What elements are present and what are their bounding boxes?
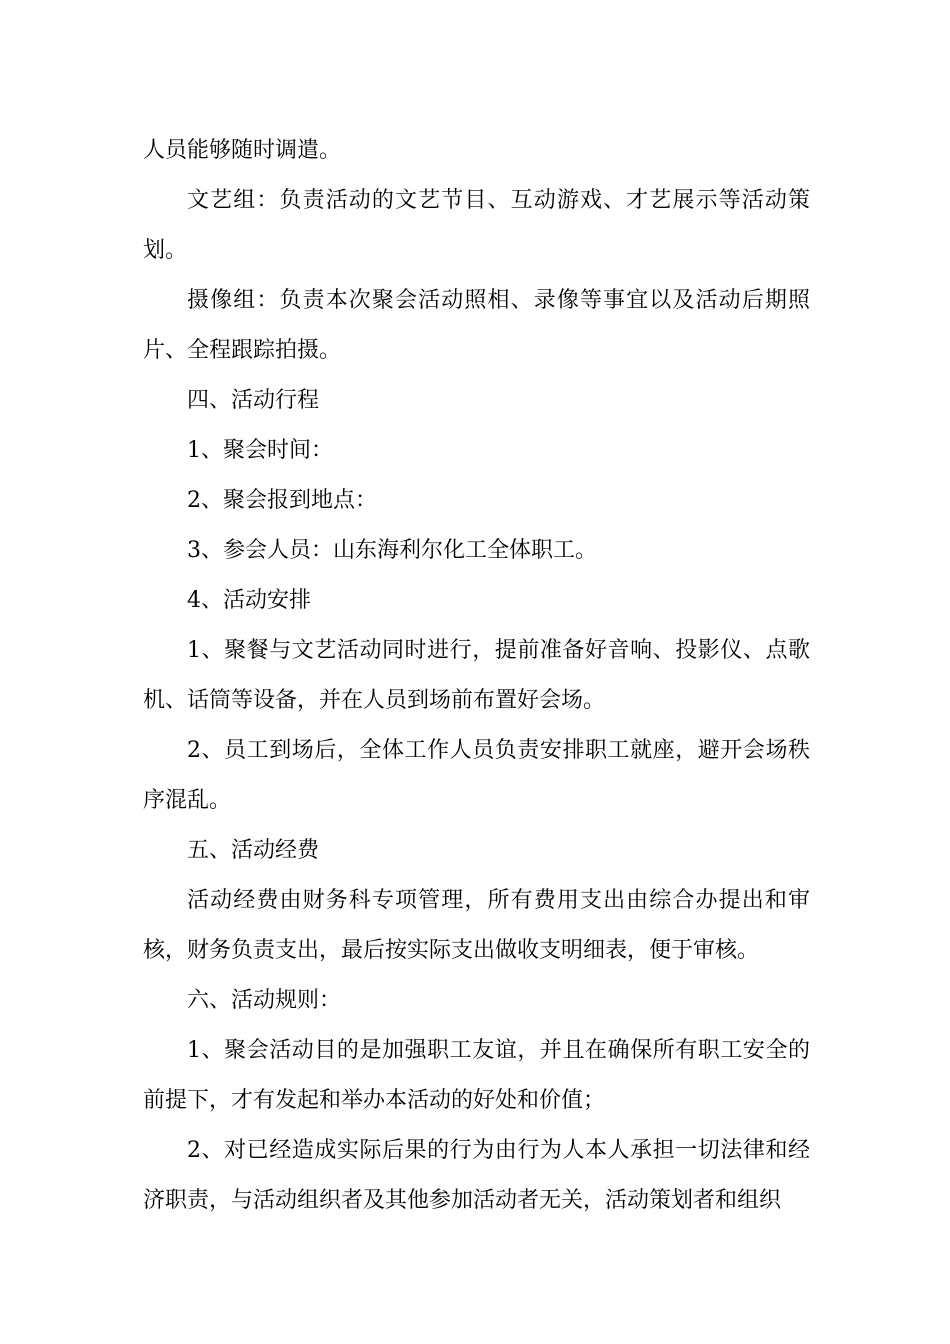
paragraph-attendees: 3、参会人员：山东海利尔化工全体职工。 (187, 538, 597, 563)
paragraph-budget: 活动经费由财务科专项管理，所有费用支出由综合办提出和审核，财务负责支出，最后按实际支出做收支明细表，便于审核。 (143, 888, 810, 963)
paragraph-continuation: 人员能够随时调遣。 (143, 138, 342, 163)
paragraph-rule-1: 1、聚会活动目的是加强职工友谊，并且在确保所有职工安全的前提下，才有发起和举办本活动的好处和价值； (143, 1038, 810, 1113)
paragraph-arts-group: 文艺组：负责活动的文艺节目、互动游戏、才艺展示等活动策划。 (143, 188, 810, 263)
document-body (143, 126, 810, 1226)
paragraph-arrangement-1: 1、聚餐与文艺活动同时进行，提前准备好音响、投影仪、点歌机、话筒等设备，并在人员到场前布置好会场。 (143, 638, 810, 713)
paragraph-location: 2、聚会报到地点： (187, 488, 377, 513)
heading-schedule: 四、活动行程 (187, 388, 320, 413)
paragraph-rule-2: 2、对已经造成实际后果的行为由行为人本人承担一切法律和经济职责，与活动组织者及其他参加活动者无关，活动策划者和组织 (143, 1138, 810, 1213)
heading-arrangement: 4、活动安排 (187, 588, 311, 613)
paragraph-camera-group: 摄像组：负责本次聚会活动照相、录像等事宜以及活动后期照片、全程跟踪拍摄。 (143, 288, 810, 363)
paragraph-time: 1、聚会时间： (187, 438, 333, 463)
paragraph-arrangement-2: 2、员工到场后，全体工作人员负责安排职工就座，避开会场秩序混乱。 (143, 738, 810, 813)
heading-rules: 六、活动规则： (187, 988, 342, 1013)
heading-budget: 五、活动经费 (187, 838, 320, 863)
